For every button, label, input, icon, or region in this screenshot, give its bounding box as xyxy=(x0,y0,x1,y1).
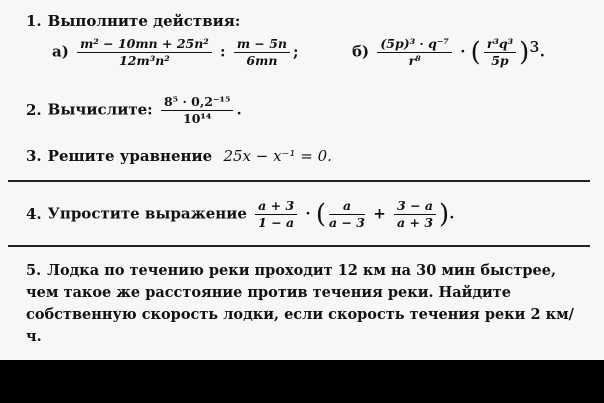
fraction xyxy=(329,199,365,230)
task-number: 2. xyxy=(26,100,42,119)
numerator: 8⁵ · 0,2⁻¹⁵ xyxy=(161,95,234,111)
operator: : xyxy=(220,42,226,61)
divider xyxy=(8,245,590,247)
numerator: (5p)³ · q⁻⁷ xyxy=(377,37,452,53)
numerator: r³q³ xyxy=(484,37,516,53)
fraction xyxy=(161,95,234,126)
task-title: Решите уравнение xyxy=(47,147,213,165)
denominator: a − 3 xyxy=(329,215,365,230)
terminator: ; xyxy=(293,42,299,61)
terminator: . xyxy=(236,100,242,119)
task-text: Лодка по течению реки проходит 12 км на 30 мин быстрее, чем такое же расстояние против течения реки. Найдите собственную скорость лодки, если скорость течения реки 2 км/ч. xyxy=(26,262,574,345)
item-label: б) xyxy=(352,42,370,61)
left-paren: ( xyxy=(315,199,327,230)
denominator: r⁸ xyxy=(408,53,421,68)
operator: · xyxy=(460,42,466,61)
task-1-header xyxy=(26,10,240,32)
equation: 25x − x⁻¹ = 0. xyxy=(223,147,332,165)
item-label: а) xyxy=(52,42,69,61)
right-paren: ) xyxy=(439,199,450,230)
fraction xyxy=(377,37,452,68)
task-3 xyxy=(26,145,332,167)
denominator: a + 3 xyxy=(397,215,434,230)
operator: · xyxy=(305,204,311,223)
numerator: m − 5n xyxy=(234,37,290,53)
fraction xyxy=(255,199,297,230)
numerator: m² − 10mn + 25n² xyxy=(77,37,212,53)
denominator: 5p xyxy=(491,53,509,68)
fraction xyxy=(234,37,290,68)
task-2 xyxy=(26,95,242,126)
numerator: a xyxy=(329,199,365,215)
denominator: 10¹⁴ xyxy=(183,111,212,126)
task-number: 5. xyxy=(26,262,42,279)
denominator: 1 − a xyxy=(258,215,295,230)
left-paren: ( xyxy=(470,37,481,68)
task-5 xyxy=(26,260,586,348)
fraction xyxy=(484,37,516,68)
task-title: Выполните действия: xyxy=(47,12,241,30)
task-1a xyxy=(52,37,299,68)
task-number: 1. xyxy=(26,12,42,30)
task-4 xyxy=(26,199,454,230)
operator: + xyxy=(373,204,386,223)
numerator: a + 3 xyxy=(255,199,297,215)
denominator: 6mn xyxy=(246,53,278,68)
task-1b xyxy=(352,37,545,68)
task-number: 3. xyxy=(26,147,42,165)
task-number: 4. xyxy=(26,204,42,223)
denominator: 12m³n² xyxy=(119,53,170,68)
right-paren: )³ xyxy=(519,37,540,68)
task-title: Вычислите: xyxy=(47,100,153,119)
terminator: . xyxy=(539,42,545,61)
fraction xyxy=(77,37,212,68)
divider xyxy=(8,180,590,182)
task-title: Упростите выражение xyxy=(47,204,247,223)
fraction xyxy=(394,199,436,230)
numerator: 3 − a xyxy=(394,199,436,215)
terminator: . xyxy=(449,204,455,223)
